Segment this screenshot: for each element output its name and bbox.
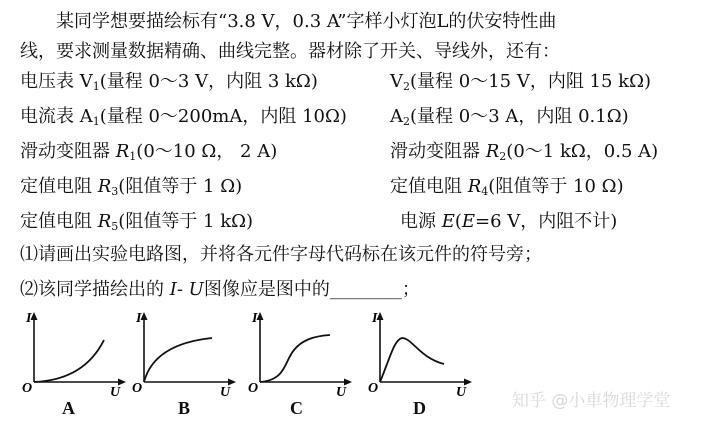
resistor-r3: 定值电阻 $R_3$(阻值等于 1 Ω)	[20, 176, 243, 198]
graph-c-x-label: U	[336, 385, 347, 398]
option-b-label: B	[178, 398, 191, 418]
option-c-label: C	[290, 398, 303, 418]
voltmeter-v1: 电压表 $V_1$(量程 0～3 V，内阻 3 kΩ)	[20, 71, 318, 93]
graph-d-y-label: I	[372, 311, 378, 326]
ammeter-a2: $A_2$(量程 0～3 A，内阻 0.1Ω)	[390, 106, 629, 128]
question-1: ⑴请画出实验电路图，并将各元件字母代码标在该元件的符号旁；	[20, 244, 542, 265]
graph-a-origin: O	[22, 381, 33, 396]
question-2: ⑵该同学描绘出的 I- U图像应是图中的________；	[20, 279, 420, 300]
graph-b-x-label: U	[220, 385, 231, 398]
graph-a-y-label: I	[26, 311, 32, 326]
resistor-r5: 定值电阻 $R_5$(阻值等于 1 kΩ)	[20, 211, 254, 233]
power-source: 电源 E(E=6 V，内阻不计)	[400, 211, 618, 232]
graph-d-x-label: U	[456, 385, 467, 398]
graph-b-origin: O	[132, 381, 143, 396]
ammeter-a1: 电流表 $A_1$(量程 0～200mA，内阻 10Ω)	[20, 106, 347, 128]
option-a-label: A	[62, 398, 75, 418]
answer-blank: ________	[329, 279, 402, 300]
graph-c-origin: O	[248, 381, 259, 396]
problem-line-2: 线，要求测量数据精确、曲线完整。器材除了开关、导线外，还有：	[20, 41, 560, 62]
graph-c-y-label: I	[252, 311, 258, 326]
graph-b	[128, 308, 238, 398]
graph-c	[244, 308, 354, 398]
watermark: 知乎 @小車物理学堂	[512, 391, 671, 411]
voltmeter-v2: $V_2$(量程 0～15 V，内阻 15 kΩ)	[390, 71, 652, 93]
resistor-r4: 定值电阻 $R_4$(阻值等于 10 Ω)	[390, 176, 624, 198]
rheostat-r1: 滑动变阻器 $R_1(0\sim 10$ Ω， 2 A)	[20, 141, 278, 163]
graph-d-origin: O	[368, 381, 379, 396]
graph-d	[364, 308, 474, 398]
option-d-label: D	[413, 398, 426, 418]
rheostat-r2: 滑动变阻器 $R_2(0\sim 1$ kΩ，0.5 A)	[390, 141, 659, 163]
graph-b-y-label: I	[136, 311, 142, 326]
problem-line-1: 某同学想要描绘标有“3.8 V，0.3 A”字样小灯泡L的伏安特性曲	[56, 11, 557, 32]
graph-a	[18, 308, 128, 398]
graph-a-x-label: U	[110, 385, 121, 398]
